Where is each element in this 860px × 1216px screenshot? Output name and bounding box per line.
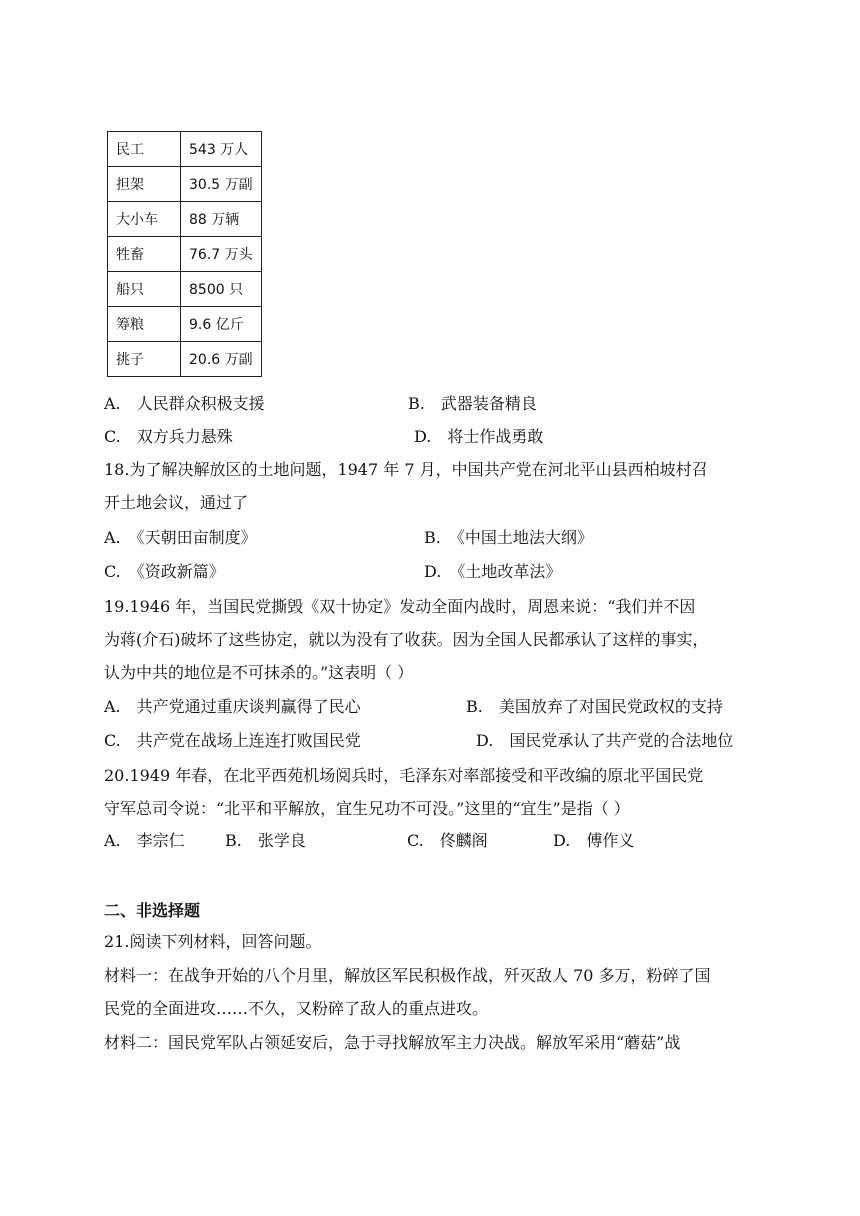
supply-table-body — [108, 132, 262, 377]
q19-option-d[interactable]: D. 国民党承认了共产党的合法地位 — [476, 731, 734, 750]
q21-material2-line1: 材料二：国民党军队占领延安后，急于寻找解放军主力决战。解放军采用“蘑菇”战 — [104, 1033, 681, 1052]
q19-stem-line2: 为蒋(介石)破坏了这些协定，就以为没有了收获。因为全国人民都承认了这样的事实， — [104, 630, 709, 649]
q21-material1-line1: 材料一：在战争开始的八个月里，解放区军民积极作战，歼灭敌人 70 多万，粉碎了国 — [104, 966, 711, 985]
supply-item-cell: 担架 — [108, 167, 181, 202]
q19-stem-line3: 认为中共的地位是不可抹杀的。”这表明（ ） — [104, 663, 414, 682]
supply-table-row — [108, 307, 262, 342]
q20-stem-line1: 20.1949 年春，在北平西苑机场阅兵时，毛泽东对率部接受和平改编的原北平国民党 — [104, 766, 704, 785]
supply-value-cell: 20.6 万副 — [181, 342, 262, 377]
q17-option-d[interactable]: D. 将士作战勇敢 — [414, 427, 544, 446]
section-title: 二、非选择题 — [104, 901, 201, 920]
q20-option-d[interactable]: D. 傅作义 — [553, 831, 635, 850]
q18-option-c[interactable]: C. 《资政新篇》 — [104, 562, 225, 581]
supply-table-row — [108, 237, 262, 272]
q19-option-b[interactable]: B. 美国放弃了对国民党政权的支持 — [466, 697, 723, 716]
q17-option-b[interactable]: B. 武器装备精良 — [408, 394, 537, 413]
q18-stem-line2: 开土地会议，通过了 — [104, 493, 249, 512]
q18-option-a[interactable]: A. 《天朝田亩制度》 — [104, 528, 257, 547]
supply-value-cell: 30.5 万副 — [181, 167, 262, 202]
supply-value-cell: 8500 只 — [181, 272, 262, 307]
q20-option-a[interactable]: A. 李宗仁 — [104, 831, 185, 850]
supply-item-cell: 牲畜 — [108, 237, 181, 272]
q19-option-a[interactable]: A. 共产党通过重庆谈判赢得了民心 — [104, 697, 361, 716]
q21-material1-line2: 民党的全面进攻……不久，又粉碎了敌人的重点进攻。 — [104, 999, 489, 1018]
supply-table-row — [108, 272, 262, 307]
q18-option-b[interactable]: B. 《中国土地法大纲》 — [424, 528, 593, 547]
q17-option-c[interactable]: C. 双方兵力悬殊 — [104, 427, 233, 446]
supply-table-row — [108, 202, 262, 237]
q20-option-c[interactable]: C. 佟麟阁 — [407, 831, 488, 850]
supply-item-cell: 船只 — [108, 272, 181, 307]
supply-value-cell: 76.7 万头 — [181, 237, 262, 272]
supply-item-cell: 大小车 — [108, 202, 181, 237]
q19-stem-line1: 19.1946 年，当国民党撕毁《双十协定》发动全面内战时，周恩来说：“我们并不因 — [104, 597, 696, 616]
supply-item-cell: 挑子 — [108, 342, 181, 377]
supply-table-row — [108, 342, 262, 377]
supply-table — [107, 131, 262, 377]
supply-item-cell: 筹粮 — [108, 307, 181, 342]
supply-table-row — [108, 167, 262, 202]
supply-table-row — [108, 132, 262, 167]
supply-value-cell: 543 万人 — [181, 132, 262, 167]
q18-option-d[interactable]: D. 《土地改革法》 — [424, 562, 562, 581]
q20-stem-line2: 守军总司令说：“北平和平解放，宜生兄功不可没。”这里的“宜生”是指（ ） — [104, 799, 630, 818]
q21-stem: 21.阅读下列材料，回答问题。 — [104, 932, 322, 951]
q20-option-b[interactable]: B. 张学良 — [225, 831, 306, 850]
supply-value-cell: 88 万辆 — [181, 202, 262, 237]
q19-option-c[interactable]: C. 共产党在战场上连连打败国民党 — [104, 731, 361, 750]
supply-value-cell: 9.6 亿斤 — [181, 307, 262, 342]
q17-option-a[interactable]: A. 人民群众积极支援 — [104, 394, 265, 413]
supply-item-cell: 民工 — [108, 132, 181, 167]
q18-stem-line1: 18.为了解决解放区的土地问题，1947 年 7 月，中国共产党在河北平山县西柏坡村召 — [104, 460, 708, 479]
